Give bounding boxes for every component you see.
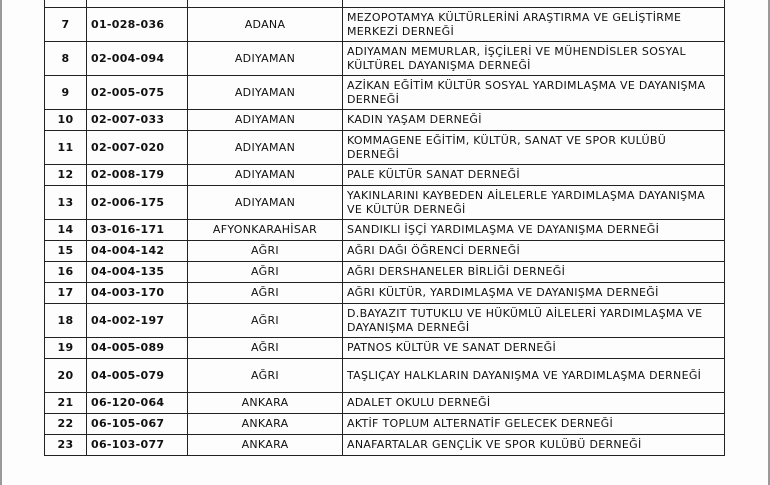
province: AĞRI (188, 304, 343, 338)
association-name: MEZOPOTAMYA KÜLTÜRLERİNİ ARAŞTIRMA VE GELİŞTİRME MERKEZİ DERNEĞİ (343, 8, 725, 42)
association-name: ADALET OKULU DERNEĞİ (343, 393, 725, 414)
province: AĞRI (188, 241, 343, 262)
province: ANKARA (188, 435, 343, 456)
table-row (45, 435, 725, 456)
registry-code (87, 0, 188, 8)
table-row (45, 283, 725, 304)
association-name: D.BAYAZIT TUTUKLU VE HÜKÜMLÜ AİLELERİ YARDIMLAŞMA VE DAYANIŞMA DERNEĞİ (343, 304, 725, 338)
table-row (45, 186, 725, 220)
table-row (45, 241, 725, 262)
province: AĞRI (188, 359, 343, 393)
association-name: ADIYAMAN MEMURLAR, İŞÇİLERİ VE MÜHENDİSLER SOSYAL KÜLTÜREL DAYANIŞMA DERNEĞİ (343, 42, 725, 76)
row-number: 22 (45, 414, 87, 435)
province: ANKARA (188, 393, 343, 414)
registry-code: 04-004-142 (87, 241, 188, 262)
row-number: 16 (45, 262, 87, 283)
association-name: YAKINLARINI KAYBEDEN AİLELERLE YARDIMLAŞMA DAYANIŞMA VE KÜLTÜR DERNEĞİ (343, 186, 725, 220)
table-row (45, 165, 725, 186)
table-row (45, 131, 725, 165)
association-name: AĞRI KÜLTÜR, YARDIMLAŞMA VE DAYANIŞMA DERNEĞİ (343, 283, 725, 304)
province: AĞRI (188, 262, 343, 283)
association-table (44, 0, 725, 456)
province: AĞRI (188, 338, 343, 359)
row-number (45, 0, 87, 8)
row-number: 7 (45, 8, 87, 42)
table-row (45, 262, 725, 283)
association-name: AZİKAN EĞİTİM KÜLTÜR SOSYAL YARDIMLAŞMA VE DAYANIŞMA DERNEĞİ (343, 76, 725, 110)
registry-code: 06-105-067 (87, 414, 188, 435)
association-name: KOMMAGENE EĞİTİM, KÜLTÜR, SANAT VE SPOR KULÜBÜ DERNEĞİ (343, 131, 725, 165)
row-number: 23 (45, 435, 87, 456)
association-name: AĞRI DAĞI ÖĞRENCİ DERNEĞİ (343, 241, 725, 262)
registry-code: 04-002-197 (87, 304, 188, 338)
registry-code: 02-007-033 (87, 110, 188, 131)
association-name: ANAFARTALAR GENÇLİK VE SPOR KULÜBÜ DERNEĞİ (343, 435, 725, 456)
table-row (45, 220, 725, 241)
province (188, 0, 343, 8)
row-number: 19 (45, 338, 87, 359)
table-row (45, 110, 725, 131)
association-name: AĞRI DERSHANELER BİRLİĞİ DERNEĞİ (343, 262, 725, 283)
row-number: 8 (45, 42, 87, 76)
table-row (45, 76, 725, 110)
association-name: AKTİF TOPLUM ALTERNATİF GELECEK DERNEĞİ (343, 414, 725, 435)
province: ADIYAMAN (188, 131, 343, 165)
registry-code: 01-028-036 (87, 8, 188, 42)
row-number: 9 (45, 76, 87, 110)
registry-code: 06-103-077 (87, 435, 188, 456)
table-row (45, 414, 725, 435)
row-number: 10 (45, 110, 87, 131)
table-row (45, 8, 725, 42)
association-name (343, 0, 725, 8)
province: ANKARA (188, 414, 343, 435)
association-name: KADIN YAŞAM DERNEĞİ (343, 110, 725, 131)
row-number: 21 (45, 393, 87, 414)
row-number: 13 (45, 186, 87, 220)
row-number: 14 (45, 220, 87, 241)
association-name: TAŞLIÇAY HALKLARIN DAYANIŞMA VE YARDIMLAŞMA DERNEĞİ (343, 359, 725, 393)
province: AFYONKARAHİSAR (188, 220, 343, 241)
province: ADIYAMAN (188, 110, 343, 131)
row-number: 18 (45, 304, 87, 338)
province: AĞRI (188, 283, 343, 304)
registry-code: 02-005-075 (87, 76, 188, 110)
association-name: SANDIKLI İŞÇİ YARDIMLAŞMA VE DAYANIŞMA DERNEĞİ (343, 220, 725, 241)
row-number: 20 (45, 359, 87, 393)
province: ADIYAMAN (188, 186, 343, 220)
table-row (45, 42, 725, 76)
registry-code: 06-120-064 (87, 393, 188, 414)
row-number: 17 (45, 283, 87, 304)
registry-code: 04-004-135 (87, 262, 188, 283)
province: ADIYAMAN (188, 76, 343, 110)
registry-code: 02-008-179 (87, 165, 188, 186)
row-number: 15 (45, 241, 87, 262)
table-row (45, 338, 725, 359)
association-name: PALE KÜLTÜR SANAT DERNEĞİ (343, 165, 725, 186)
registry-code: 02-007-020 (87, 131, 188, 165)
registry-code: 03-016-171 (87, 220, 188, 241)
registry-code: 04-005-089 (87, 338, 188, 359)
table-row (45, 393, 725, 414)
row-number: 11 (45, 131, 87, 165)
table-row (45, 304, 725, 338)
registry-code: 04-003-170 (87, 283, 188, 304)
table-row (45, 0, 725, 8)
registry-code: 04-005-079 (87, 359, 188, 393)
province: ADIYAMAN (188, 42, 343, 76)
row-number: 12 (45, 165, 87, 186)
registry-code: 02-004-094 (87, 42, 188, 76)
registry-code: 02-006-175 (87, 186, 188, 220)
table-row (45, 359, 725, 393)
province: ADIYAMAN (188, 165, 343, 186)
province: ADANA (188, 8, 343, 42)
association-name: PATNOS KÜLTÜR VE SANAT DERNEĞİ (343, 338, 725, 359)
